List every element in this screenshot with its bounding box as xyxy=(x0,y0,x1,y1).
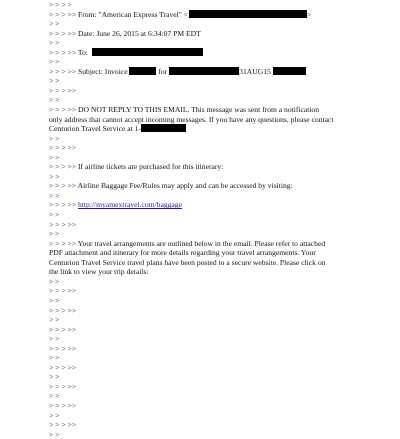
link-prefix: > > > >> xyxy=(49,200,77,210)
tail-quote: > > xyxy=(49,410,60,420)
quote-line: > > > > xyxy=(49,0,72,9)
blank-quote: > > xyxy=(49,57,60,67)
body-line: PDF attachment and itinerary for more details regarding your travel arrangements. Your xyxy=(49,248,316,258)
blank-quote: > > xyxy=(49,190,60,200)
to-label: > > > >> To: xyxy=(49,47,88,57)
tail-quote: > > > >> xyxy=(49,324,77,334)
notice-line: only address that cannot accept incoming messages. If you have any questions, please contact xyxy=(49,114,334,124)
blank-quote: > > xyxy=(49,76,60,86)
tail-quote: > > > >> xyxy=(49,305,77,315)
tail-quote: > > xyxy=(49,372,60,382)
redacted-recipient xyxy=(92,48,203,56)
redacted-traveler-name xyxy=(169,67,239,75)
from-label: > > > >> From: "American Express Travel" < xyxy=(49,9,189,19)
redacted-invoice-number xyxy=(129,67,156,75)
notice-phone-label: Centurion Travel Service at 1- xyxy=(49,124,141,134)
tail-quote: > > xyxy=(49,334,60,344)
tail-quote: > > > >> xyxy=(49,420,77,430)
body-line: > > > >> Your travel arrangements are outlined below in the email. Please refer to attached xyxy=(49,238,326,248)
blank-quote: > > xyxy=(49,152,60,162)
tail-quote: > > xyxy=(49,429,60,439)
airline-line: > > > >> If airline tickets are purchased for this itinerary: xyxy=(49,162,224,172)
tail-quote: > > > >> xyxy=(49,286,77,296)
from-line xyxy=(49,10,394,20)
blank-quote: > > xyxy=(49,38,60,48)
to-line xyxy=(49,48,394,58)
email-body xyxy=(49,0,394,439)
notice-line: > > > >> DO NOT REPLY TO THIS EMAIL. This message was sent from a notification xyxy=(49,105,320,115)
tail-quote: > > xyxy=(49,353,60,363)
baggage-link[interactable]: http://myamextravel.com/baggage xyxy=(78,200,182,210)
date-line: > > > >> Date: June 26, 2015 at 6:34:07 PM EDT xyxy=(49,28,201,38)
subject-date-code: 31AUG15 xyxy=(239,66,271,76)
blank-quote: > > xyxy=(49,171,60,181)
blank-quote: > > xyxy=(49,210,60,220)
quote-line: > > > >> xyxy=(49,85,77,95)
baggage-line: > > > >> Airline Baggage Fee/Rules may apply and can be accessed by visiting: xyxy=(49,181,293,191)
blank-quote: > > xyxy=(49,19,60,29)
subject-for: for xyxy=(158,66,168,76)
redacted-phone-number xyxy=(141,124,186,132)
body-line: the link to view your trip details: xyxy=(49,267,149,277)
tail-quote: > > > >> xyxy=(49,381,77,391)
quote-line: > > > >> xyxy=(49,219,77,229)
blank-quote: > > xyxy=(49,133,60,143)
blank-quote: > > xyxy=(49,95,60,105)
quote-line: > > > >> xyxy=(49,143,77,153)
from-suffix: > xyxy=(307,9,312,19)
tail-quote: > > xyxy=(49,391,60,401)
redacted-record-locator xyxy=(273,67,306,75)
tail-quote: > > xyxy=(49,276,60,286)
blank-quote: > > xyxy=(49,229,60,239)
subject-label: > > > >> Subject: Invoice xyxy=(49,66,128,76)
tail-quote: > > > >> xyxy=(49,343,77,353)
subject-line xyxy=(49,67,394,77)
redacted-email-address xyxy=(189,10,307,18)
tail-quote: > > > >> xyxy=(49,362,77,372)
notice-line xyxy=(49,124,394,134)
link-line xyxy=(49,200,394,210)
body-line: Centurion Travel Service travel plans have been posted to a secure website. Please click on xyxy=(49,257,326,267)
tail-quote: > > xyxy=(49,295,60,305)
tail-quote: > > > >> xyxy=(49,400,77,410)
tail-quote: > > xyxy=(49,315,60,325)
